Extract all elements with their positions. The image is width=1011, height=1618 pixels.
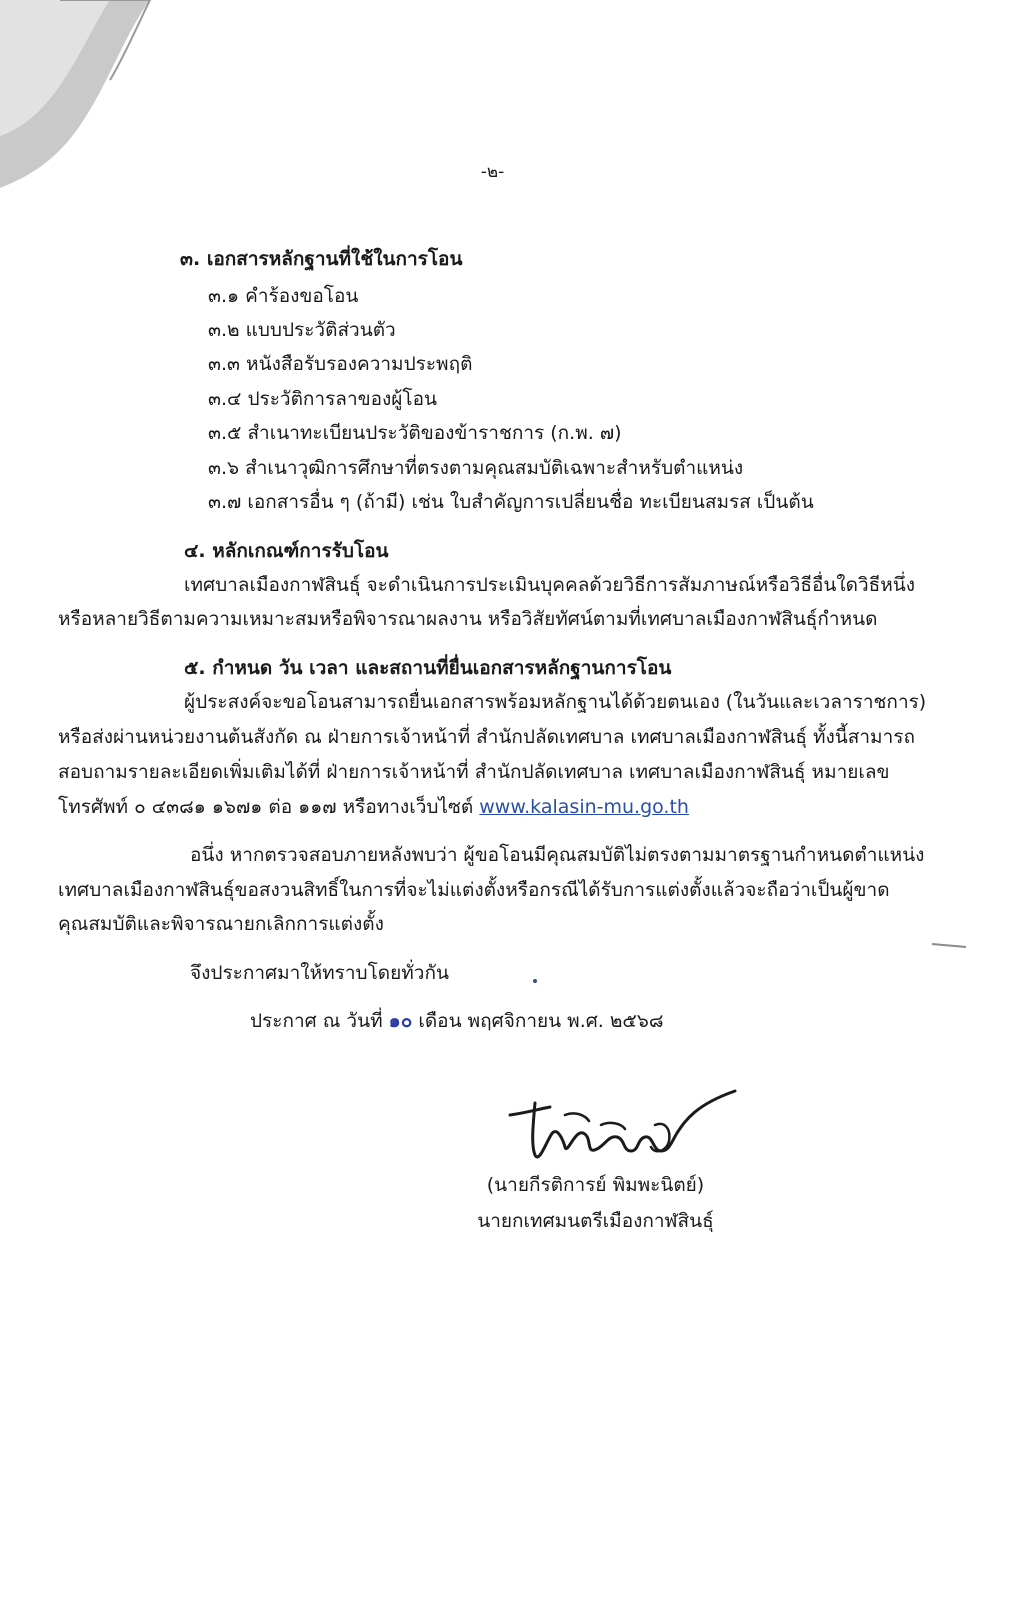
section-5-line-1: ผู้ประสงค์จะขอโอนสามารถยื่นเอกสารพร้อมหลักฐานได้ด้วยตนเอง (ในวันและเวลาราชการ): [184, 691, 927, 713]
section-4-line-2: หรือหลายวิธีตามความเหมาะสมหรือพิจารณาผลงาน หรือวิสัยทัศน์ตามที่เทศบาลเมืองกาฬสินธุ์กำหนด: [58, 608, 878, 630]
section-3-heading: ๓. เอกสารหลักฐานที่ใช้ในการโอน: [180, 248, 463, 270]
section-4-heading: ๔. หลักเกณฑ์การรับโอน: [184, 540, 389, 562]
page-number: -๒-: [480, 162, 505, 182]
section-4-line-1: เทศบาลเมืองกาฬสินธุ์ จะดำเนินการประเมินบุคคลด้วยวิธีการสัมภาษณ์หรือวิธีอื่นใดวิธีหนึ่ง: [184, 574, 916, 596]
closing-statement: จึงประกาศมาให้ทราบโดยทั่วกัน: [190, 962, 449, 984]
phone-text: โทรศัพท์ ๐ ๔๓๘๑ ๑๖๗๑ ต่อ ๑๑๗ หรือทางเว็บไซต์: [58, 796, 480, 818]
scan-mark-graphic: [930, 940, 970, 950]
scan-dot-graphic: [532, 978, 538, 984]
date-suffix: เดือน พฤศจิกายน พ.ศ. ๒๕๖๘: [412, 1010, 664, 1032]
website-link[interactable]: www.kalasin-mu.go.th: [479, 796, 689, 818]
note-line-2: เทศบาลเมืองกาฬสินธุ์ขอสงวนสิทธิ์ในการที่จะไม่แต่งตั้งหรือกรณีได้รับการแต่งตั้งแล้วจะถือว่าเป็นผู้ขาด: [58, 879, 890, 901]
date-day: ๑๐: [388, 1010, 413, 1032]
section-3-item-3: ๓.๓ หนังสือรับรองความประพฤติ: [208, 353, 473, 375]
note-line-1: อนึ่ง หากตรวจสอบภายหลังพบว่า ผู้ขอโอนมีคุณสมบัติไม่ตรงตามมาตรฐานกำหนดตำแหน่ง: [190, 844, 925, 866]
section-5-line-2: หรือส่งผ่านหน่วยงานต้นสังกัด ณ ฝ่ายการเจ้าหน้าที่ สำนักปลัดเทศบาล เทศบาลเมืองกาฬสินธุ์ ทั้งนี้สามารถ: [58, 726, 915, 748]
section-3-item-6: ๓.๖ สำเนาวุฒิการศึกษาที่ตรงตามคุณสมบัติเฉพาะสำหรับตำแหน่ง: [208, 457, 744, 479]
section-5-heading: ๕. กำหนด วัน เวลา และสถานที่ยื่นเอกสารหลักฐานการโอน: [184, 657, 672, 679]
section-5-line-4: [58, 792, 689, 822]
date-prefix: ประกาศ ณ วันที่: [250, 1010, 389, 1032]
section-3-item-2: ๓.๒ แบบประวัติส่วนตัว: [208, 319, 396, 341]
section-3-item-7: ๓.๗ เอกสารอื่น ๆ (ถ้ามี) เช่น ใบสำคัญการเปลี่ยนชื่อ ทะเบียนสมรส เป็นต้น: [208, 491, 814, 513]
signer-title: นายกเทศมนตรีเมืองกาฬสินธุ์: [477, 1210, 714, 1232]
section-5-line-3: สอบถามรายละเอียดเพิ่มเติมได้ที่ ฝ่ายการเจ้าหน้าที่ สำนักปลัดเทศบาล เทศบาลเมืองกาฬสินธุ์ หมายเลข: [58, 761, 890, 783]
announcement-date: [250, 1006, 664, 1036]
section-3-item-1: ๓.๑ คำร้องขอโอน: [208, 285, 359, 307]
signer-name: (นายกีรติการย์ พิมพะนิตย์): [486, 1174, 705, 1196]
section-3-item-4: ๓.๔ ประวัติการลาของผู้โอน: [208, 388, 438, 410]
note-line-3: คุณสมบัติและพิจารณายกเลิกการแต่งตั้ง: [58, 913, 384, 935]
section-3-item-5: ๓.๕ สำเนาทะเบียนประวัติของข้าราชการ (ก.พ. ๗): [208, 422, 622, 444]
